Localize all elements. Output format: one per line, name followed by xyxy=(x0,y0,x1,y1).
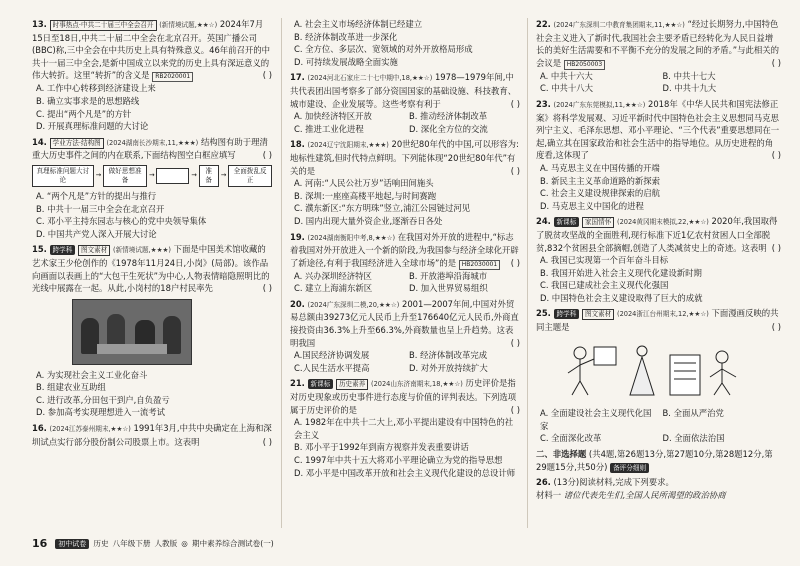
option-b: B. 确立实事求是的思想路线 xyxy=(36,95,140,106)
page-footer xyxy=(32,537,274,550)
arrow-right-icon: → xyxy=(148,171,155,180)
question-text: 2001—2007年间,中国对外贸易总额由39273亿元人民币上升至176640亿元人民币,外商直接投资由36.3%上升至66.3%,外商数量也呈上升趋势。这表明我国 xyxy=(290,298,519,348)
answer-blank: ( ) xyxy=(262,436,272,447)
footer-grade: 八年级下册 xyxy=(112,539,151,548)
question-source: (新情境试题,★★☆) xyxy=(159,21,218,29)
option-b: B. 开放港埠沿海城市 xyxy=(409,270,488,281)
answer-blank: ( ) xyxy=(771,322,781,333)
question-25 xyxy=(536,307,781,445)
question-code: HB2050003 xyxy=(564,60,605,70)
column-2 xyxy=(290,18,520,482)
flow-blank-box xyxy=(156,168,189,184)
answer-blank: ( ) xyxy=(510,257,520,268)
option-c: C.人民生活水平提高 xyxy=(294,362,370,373)
flow-box: 准备 xyxy=(199,165,219,187)
question-source: (2024广东深圳二模,20,★★☆) xyxy=(307,300,400,309)
option-d: D. 开展真理标准问题的大讨论 xyxy=(36,121,149,132)
option-a: A. 我国已实现第一个百年奋斗目标 xyxy=(540,255,669,266)
flow-box: 全面拨乱反正 xyxy=(228,165,272,187)
question-text: 1978—1979年间,中共代表团出国考察多了部分资国国家的基础设施、科技教育、城市建设、企业发展等。这些考察有利于 xyxy=(290,72,517,109)
column-divider xyxy=(281,18,282,528)
circle-icon: ◎ xyxy=(181,539,188,548)
option-d: D. 可持续发展战略全面实施 xyxy=(294,56,398,67)
option-b: B. 中共十七大 xyxy=(662,70,716,81)
question-13 xyxy=(32,18,272,133)
question-number: 25. xyxy=(536,308,551,319)
option-a: A. 为实现社会主义工业化奋斗 xyxy=(36,369,148,380)
answer-blank: ( ) xyxy=(510,165,520,176)
option-b: B. 邓小平于1992年到南方视察并发表重要讲话 xyxy=(294,442,469,453)
question-14 xyxy=(32,136,272,241)
cartoon-image xyxy=(550,337,750,401)
arrow-right-icon: → xyxy=(220,171,227,180)
question-text: 下面漫画反映的共同主题是 xyxy=(536,308,779,333)
option-a: A. 加快经济特区开放 xyxy=(294,111,372,122)
option-c: C. 中共十八大 xyxy=(540,83,594,94)
topic-tag: 跨学科 xyxy=(50,245,76,255)
option-b: B. 我国开始进入社会主义现代化建设新时期 xyxy=(540,267,702,278)
question-source: (2024山东济南期末,18,★★☆) xyxy=(371,380,463,389)
question-text: 在我国对外开放的进程中,“标志着我国对外开放进入一个新的阶段,为我国参与经济全球化开辟了新途径,有利于我国经济进入全球市场”的是 xyxy=(290,231,519,268)
answer-blank: ( ) xyxy=(771,242,781,253)
question-number: 21. xyxy=(290,378,305,389)
question-26 xyxy=(536,476,781,501)
question-text: “经过长期努力,中国特色社会主义进入了新时代,我国社会主要矛盾已经转化为人民日益增长的美好生活需要和不平衡不充分的发展之间的矛盾。”与此相关的会议是 xyxy=(536,19,780,68)
option-d: D. 国内出现大量外资企业,逐渐吞日各处 xyxy=(294,215,443,226)
topic-tag: 时事热点·中共二十届三中全会召开 xyxy=(50,20,157,31)
answer-blank: ( ) xyxy=(771,57,781,68)
option-d: D. 参加高考实现理想进入一流考试 xyxy=(36,407,166,418)
question-number: 16. xyxy=(32,423,47,434)
answer-blank: ( ) xyxy=(262,150,272,161)
answer-blank: ( ) xyxy=(510,98,520,109)
question-16-options xyxy=(290,18,520,68)
option-d: D. 中共十九大 xyxy=(662,83,717,94)
question-text: 2020年,我国取得了脱贫攻坚战的全面胜利,现行标准下近1亿农村贫困人口全部脱贫,832个贫困县全部摘帽,创造了人类减贫史上的奇迹。这表明 xyxy=(536,216,778,253)
option-a: A. 全面建设社会主义现代化国家 xyxy=(540,408,652,431)
question-18 xyxy=(290,138,520,227)
option-d: D. 深化全方位的交流 xyxy=(409,123,488,134)
question-number: 15. xyxy=(32,244,47,255)
option-c: C. 建立上海浦东新区 xyxy=(294,283,373,294)
footer-subject: 历史 xyxy=(93,539,109,548)
option-a: A. “两个凡是”方针的提出与推行 xyxy=(36,190,157,201)
option-c: C. 我国已建成社会主义现代化强国 xyxy=(540,280,669,291)
column-1 xyxy=(32,18,272,451)
section-2-header xyxy=(536,448,781,473)
option-c: C. 社会主义建设规律探索的启航 xyxy=(540,188,661,199)
question-source: (2024湖南衡阳中考,8,★★☆) xyxy=(307,233,396,242)
question-source: (2024河北石家庄二十七中期中,18,★★☆) xyxy=(307,74,433,83)
option-a: A. 马克思主义在中国传播的开端 xyxy=(540,162,660,173)
question-number: 14. xyxy=(32,136,47,147)
option-a: A. 社会主义市场经济体制已经建立 xyxy=(294,19,423,29)
question-text: 结构图有助于理清重大历史事件之间的内在联系,下面结构图空白框应填写 xyxy=(32,136,268,161)
question-number: 13. xyxy=(32,19,47,29)
option-c: C. 提出“两个凡是”的方针 xyxy=(36,108,132,119)
question-number: 24. xyxy=(536,216,551,227)
question-text: 历史评价是指对历史现象或历史事件进行态度与价值的评判表达。下列选项属于历史评价的是 xyxy=(290,378,517,415)
column-3 xyxy=(536,18,781,504)
option-d: D. 中国共产党人深入开展大讨论 xyxy=(36,228,157,239)
option-d: D. 中国特色社会主义建设取得了巨大的成就 xyxy=(540,292,703,303)
question-text: 下面是中国美术馆收藏的艺术家王少伦创作的《1978年11月24日,小岗》(局部)。该作品向画面以表画上的“大包干生死状”为中心,人物表情暗隐照明比的光线中展露在一起。从此,小岗村的18户村民率先 xyxy=(32,244,270,294)
option-a: A. 兴办深圳经济特区 xyxy=(294,270,372,281)
option-a: A. 1982年在中共十二大上,邓小平提出建设有中国特色的社会主义 xyxy=(294,417,514,440)
option-b: B. 推动经济体制改革 xyxy=(409,111,488,122)
option-a: A. 中共十六大 xyxy=(540,70,593,81)
question-text: (13分)阅读材料,完成下列要求。 xyxy=(553,477,674,488)
option-b: B. 新民主主义革命道路的新探索 xyxy=(540,175,660,186)
option-c: C. 濮东新区:“东方明珠”竖立,浦江公园链过河见 xyxy=(294,203,471,214)
question-19 xyxy=(290,231,520,295)
option-a: A. 河南:“人民公社万岁”话响田间施头 xyxy=(294,178,434,189)
option-b: B. 经济体制改革完成 xyxy=(409,350,488,361)
question-17 xyxy=(290,71,520,135)
material-label: 材料一 xyxy=(536,489,562,500)
question-code: RB2020001 xyxy=(152,72,193,82)
page-number: 16 xyxy=(32,537,48,550)
question-code: HB2030001 xyxy=(459,260,500,270)
question-source: (2024黄冈期末模拟,22,★★☆) xyxy=(617,218,709,227)
arrow-right-icon: → xyxy=(95,171,102,180)
answer-blank: ( ) xyxy=(510,404,520,415)
structure-diagram xyxy=(32,165,272,187)
option-b: B. 深圳:一座座高楼平地起,与时间赛跑 xyxy=(294,190,437,201)
answer-blank: ( ) xyxy=(262,283,272,294)
topic-tag: 家国情怀 xyxy=(582,217,614,228)
scoring-badge: 备评分细则 xyxy=(610,463,649,473)
answer-blank: ( ) xyxy=(771,150,781,161)
question-21 xyxy=(290,377,520,479)
question-text: 20世纪80年代的中国,可以形容为:地标性建筑,但时代特点鲜明。下列能体现“20世纪80年代”有关的是 xyxy=(290,139,519,176)
option-c: C. 推进工业化进程 xyxy=(294,123,364,134)
topic-tag: 新课标 xyxy=(308,379,334,389)
question-number: 23. xyxy=(536,98,551,109)
question-number: 19. xyxy=(290,231,305,242)
option-c: C. 邓小平主持东园志与核心的党中央领导集体 xyxy=(36,216,207,227)
option-d: D. 全面依法治国 xyxy=(662,433,725,444)
brand-badge: 初中试卷 xyxy=(55,539,89,549)
topic-tag: 新课标 xyxy=(554,217,580,227)
option-c: C. 进行改革,分田包干到户,自负盈亏 xyxy=(36,394,170,405)
question-text: 2024年7月15日至18日,中共二十届二中全会在北京召开。英国广播公司(BBC)称,三中全会在中共历史上具有特殊意义。46年前召开的中共十一届三中全会,是新中国成立以来党的历史上具有深远意义的伟大转折。这里“转折”的含义是 xyxy=(32,19,271,81)
arrow-right-icon: → xyxy=(191,171,197,180)
option-a: A.国民经济协调发展 xyxy=(294,350,370,361)
section-instructions: (共4题,第26题13分,第27题10分,第28题12分,第29题15分,共50分) xyxy=(536,449,773,472)
option-b: B. 经济体制改革进一步深化 xyxy=(294,31,398,42)
question-15 xyxy=(32,243,272,419)
question-source: (2024江苏泰州期末,★★☆) xyxy=(49,425,131,434)
flow-box: 真理标准问题大讨论 xyxy=(32,165,94,187)
painting-image xyxy=(72,299,192,365)
option-d: D. 马克思主义中国化的进程 xyxy=(540,200,644,211)
topic-tag: 学业方法·结构图 xyxy=(50,138,104,149)
column-divider xyxy=(527,18,528,528)
question-number: 26. xyxy=(536,477,551,488)
question-number: 20. xyxy=(290,298,305,309)
question-source: (2024浙江台州期末,12,★★☆) xyxy=(617,310,709,319)
material-text: 诸位代表先生们,全国人民所渴望的政治协商 xyxy=(563,489,726,500)
topic-tag: 历史素养 xyxy=(336,379,368,390)
option-d: D. 加入世界贸易组织 xyxy=(409,283,488,294)
flow-box: 做好思想准备 xyxy=(103,165,147,187)
question-number: 17. xyxy=(290,72,305,83)
option-d: D. 邓小平是中国改革开放和社会主义现代化建设的总设计师 xyxy=(294,467,516,478)
answer-blank: ( ) xyxy=(510,337,520,348)
question-source: (2024辽宁沈阳期末,★★★) xyxy=(307,141,389,150)
question-source: (2024广东深圳二中教育集团期末,11,★★☆) xyxy=(553,21,685,29)
question-source: (新情境试题,★★★) xyxy=(113,246,171,255)
question-number: 22. xyxy=(536,19,551,29)
question-23 xyxy=(536,98,781,212)
question-text: 1991年3月,中共中央确定在上海和深圳试点实行部分股份制公司股票上市。这表明 xyxy=(32,423,272,447)
question-16 xyxy=(32,422,272,448)
option-b: B. 组建农业互助组 xyxy=(36,382,106,393)
question-20 xyxy=(290,298,520,375)
topic-tag: 图文素材 xyxy=(78,245,110,256)
footer-title: 期中素养综合测试卷(一) xyxy=(191,539,274,548)
question-number: 18. xyxy=(290,139,305,150)
question-source: (2024湖南长沙期末,11,★★★) xyxy=(106,138,199,147)
question-22 xyxy=(536,18,781,95)
question-24 xyxy=(536,215,781,304)
answer-blank: ( ) xyxy=(262,70,272,81)
option-c: C. 全方位、多层次、宽领域的对外开放格局形成 xyxy=(294,44,473,55)
option-a: A. 工作中心转移到经济建设上来 xyxy=(36,83,156,94)
topic-tag: 图文素材 xyxy=(582,309,614,320)
option-b: B. 中共十一届三中全会在北京召开 xyxy=(36,203,165,214)
section-title: 二、非选择题 xyxy=(536,449,587,460)
option-d: D. 对外开放持续扩大 xyxy=(409,362,488,373)
option-c: C. 全面深化改革 xyxy=(540,433,602,444)
option-b: B. 全面从严治党 xyxy=(662,408,724,419)
topic-tag: 跨学科 xyxy=(554,309,580,319)
question-source: (2024广东东莞模拟,11,★★☆) xyxy=(553,100,646,109)
question-text: 2018年《中华人民共和国宪法修正案》将科学发展观、习近平新时代中国特色社会主义思想同马克思列宁主义、毛泽东思想、邓小平理论、“三个代表”重要思想同在一起,确立其在国家政治和社会生活中的指导地位。从历史进程的角度看,这体现了 xyxy=(536,98,780,161)
footer-edition: 人教版 xyxy=(154,539,178,548)
option-c: C. 1997年中共十五大将邓小平理论确立为党的指导思想 xyxy=(294,455,503,465)
